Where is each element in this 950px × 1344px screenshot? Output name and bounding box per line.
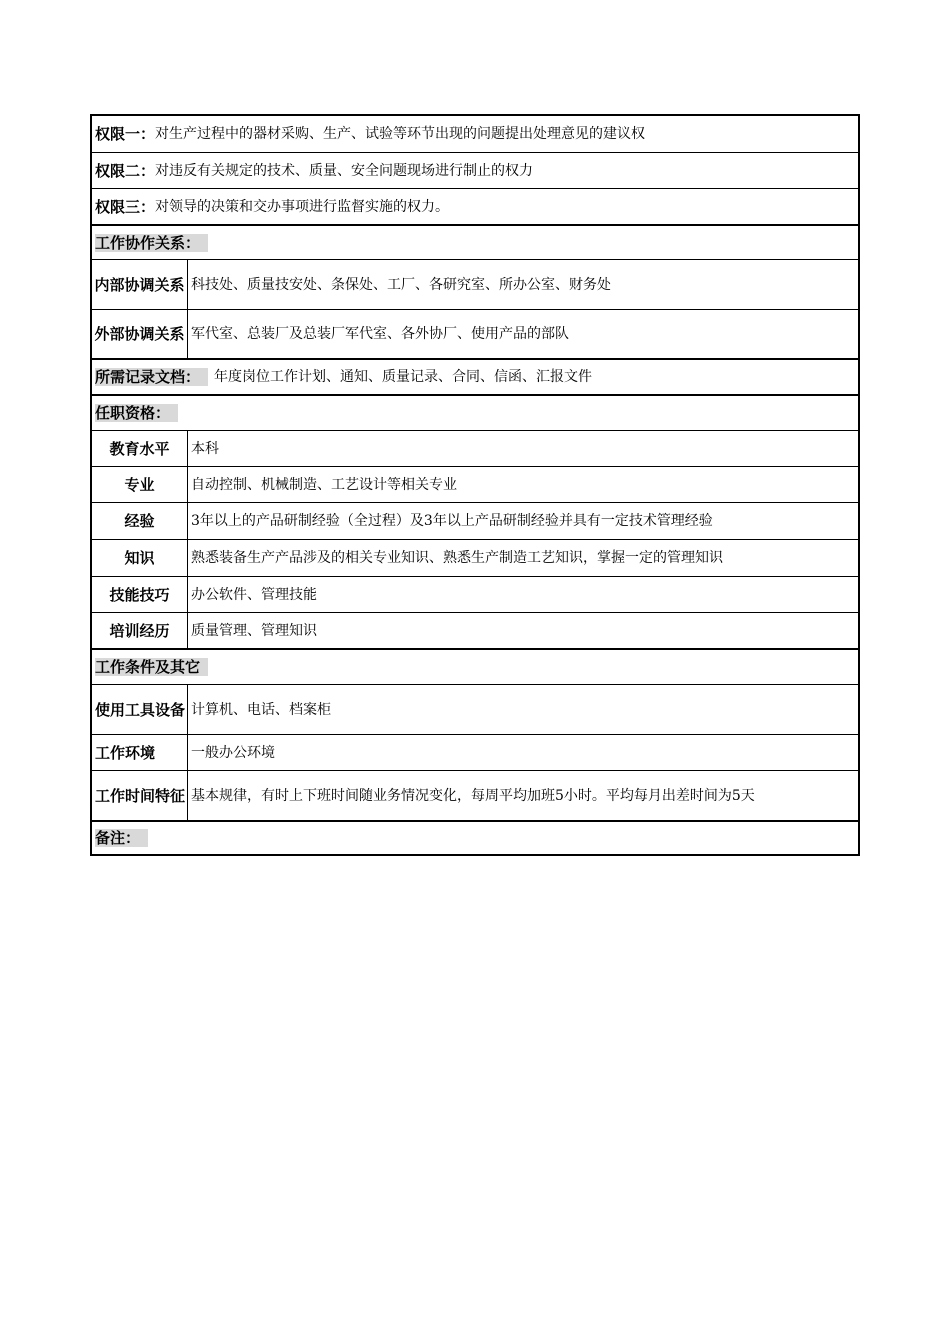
authority-text: 对违反有关规定的技术、质量、安全问题现场进行制止的权力 — [155, 162, 534, 179]
remarks-label: 备注： — [95, 829, 148, 847]
qualification-row-major — [92, 466, 858, 502]
authority-text: 对生产过程中的器材采购、生产、试验等环节出现的问题提出处理意见的建议权 — [155, 126, 646, 142]
row-label: 经验 — [92, 503, 188, 539]
qualification-row-skills — [92, 576, 858, 612]
row-value: 科技处、质量技安处、条保处、工厂、各研究室、所办公室、财务处 — [191, 276, 611, 293]
qualification-row-training — [92, 612, 858, 648]
row-value: 军代室、总装厂及总装厂军代室、各外协厂、使用产品的部队 — [191, 326, 569, 342]
row-value: 基本规律，有时上下班时间随业务情况变化，每周平均加班5小时。平均每月出差时间为5天 — [191, 787, 755, 804]
authority-label: 权限二： — [95, 161, 156, 180]
records-row — [92, 358, 858, 394]
row-label: 外部协调关系 — [92, 310, 188, 358]
section-header: 工作协作关系： — [95, 234, 208, 252]
row-label: 工作环境 — [92, 735, 188, 770]
conditions-row-worktime — [92, 770, 858, 820]
conditions-row-tools — [92, 684, 858, 734]
section-header: 工作条件及其它 — [95, 658, 208, 676]
row-label: 教育水平 — [92, 431, 188, 466]
row-value: 质量管理、管理知识 — [191, 622, 317, 639]
row-label: 知识 — [92, 540, 188, 576]
authority-row-3 — [92, 188, 858, 224]
qualification-row-education — [92, 430, 858, 466]
qualification-row-experience — [92, 502, 858, 539]
row-value: 本科 — [191, 440, 219, 457]
row-value: 计算机、电话、档案柜 — [191, 701, 331, 718]
row-label: 培训经历 — [92, 613, 188, 648]
records-label: 所需记录文档： — [95, 368, 208, 386]
authority-label: 权限三： — [95, 197, 156, 216]
internal-coordination-row — [92, 259, 858, 309]
row-label: 技能技巧 — [92, 577, 188, 612]
row-label: 工作时间特征 — [92, 771, 188, 820]
authority-row-2 — [92, 152, 858, 188]
conditions-row-environment — [92, 734, 858, 770]
external-coordination-row — [92, 309, 858, 358]
row-label: 使用工具设备 — [92, 685, 188, 734]
authority-label: 权限一： — [95, 125, 156, 143]
row-value: 办公软件、管理技能 — [191, 586, 317, 603]
cooperation-header-row — [92, 224, 858, 259]
job-description-table — [90, 114, 860, 856]
qualification-row-knowledge — [92, 539, 858, 576]
row-value: 熟悉装备生产产品涉及的相关专业知识、熟悉生产制造工艺知识，掌握一定的管理知识 — [191, 550, 723, 566]
conditions-header-row — [92, 648, 858, 684]
row-label: 内部协调关系 — [92, 260, 188, 309]
records-value: 年度岗位工作计划、通知、质量记录、合同、信函、汇报文件 — [214, 369, 593, 385]
row-value: 一般办公环境 — [191, 744, 275, 761]
authority-row-1 — [92, 116, 858, 152]
row-value: 3年以上的产品研制经验（全过程）及3年以上产品研制经验并具有一定技术管理经验 — [191, 513, 713, 529]
section-header: 任职资格： — [95, 404, 178, 422]
remarks-row — [92, 820, 858, 854]
row-value: 自动控制、机械制造、工艺设计等相关专业 — [191, 476, 457, 493]
qualification-header-row — [92, 394, 858, 430]
authority-text: 对领导的决策和交办事项进行监督实施的权力。 — [155, 198, 450, 215]
row-label: 专业 — [92, 467, 188, 502]
